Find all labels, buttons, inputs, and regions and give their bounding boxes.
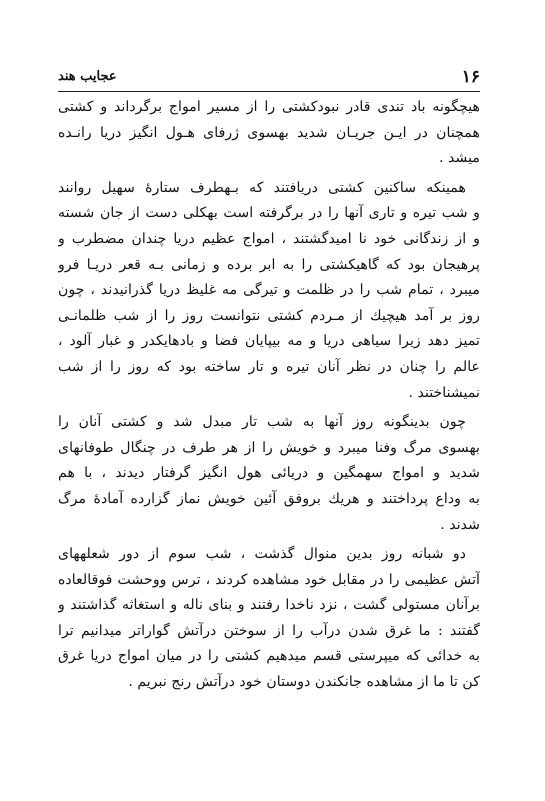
text-line: به خدائی که میپرستی قسم میدهیم کشتی را در میان امواج دریا غرق — [58, 648, 480, 665]
running-title: عجایب هند — [58, 69, 117, 84]
text-line: عالم را چنان در نظر آنان تیره و تار ساخته بود که روز را از شب — [58, 358, 480, 375]
text-line: به وداع پرداختند و هریك بروفق آئین خویش نماز گزارده آمادهٔ مرگ — [58, 490, 480, 507]
text-line: روز بر آمد هیچیك از مـردم کشتی نتوانست روز را از شب ظلمانـی — [58, 307, 480, 324]
paragraph-1 — [58, 95, 480, 172]
text-line: برآنان مستولی گشت ، نزد ناخدا رفتند و بنای ناله و استغاثه گذاشتند و — [58, 597, 480, 614]
text-line: گفتند : ما غرق شدن درآب را از سوختن درآتش گواراتر میدانیم ترا — [58, 622, 480, 639]
text-line: و از زندگانی خود نا امیدگشتند ، امواج عظیم دریا چندان مضطرب و — [58, 230, 480, 247]
text-line: و شب تیره و تاری آنها را در برگرفته است بهکلی دست از جان شسته — [58, 205, 480, 222]
text-line: میشد . — [438, 150, 480, 167]
text-line: هیچگونه باد تندی قادر نبودکشتی را از مسیر امواج برگرداند و کشتی — [58, 99, 480, 115]
text-line: بهسوی مرگ وفنا میبرد و خویش را از هر طرف در چنگال طوفانهای — [58, 439, 480, 456]
page-header — [58, 66, 480, 90]
text-line: همچنان در ایـن جریـان شدید بهسوی ژرفای هـول انگیز دریا رانـده — [58, 124, 480, 141]
text-line: شدید و امواج سهمگین و دریائی هول انگیز گرفتار دیدند ، با هم — [58, 465, 480, 482]
text-line: کن تا ما از مشاهده جانکندن دوستان خود درآتش رنج نبریم . — [128, 674, 480, 691]
text-line: تمیز دهد زیرا سیاهی دریا و مه بیپایان فضا و بادهایکدر و غبار آلود ، — [58, 333, 480, 350]
paragraph-2 — [58, 176, 480, 406]
page-number: ۱۶ — [461, 67, 480, 87]
text-line: شدند . — [440, 516, 480, 533]
body-text — [58, 95, 480, 696]
paragraph-4 — [58, 542, 480, 696]
text-line: میبرد ، تمام شب را در ظلمت و تیرگی مه غلیظ دریا گذرانیدند ، چون — [58, 282, 480, 299]
text-line: چون بدینگونه روز آنها به شب تار مبدل شد و کشتی آنان را — [58, 414, 466, 431]
text-line: پرهیجان بود که گاهیکشتی را به ابر برده و زمانی بـه قعر دریـا فرو — [58, 256, 480, 273]
text-line: همینکه ساکنین کشتی دریافتند که بـهطرف ستارهٔ سهیل روانند — [58, 179, 466, 196]
text-line: نمیشناختند . — [408, 384, 480, 401]
text-line: آتش عظیمی را در مقابل خود مشاهده کردند ، ترس ووحشت فوقالعاده — [58, 571, 480, 588]
text-line: دو شبانه روز بدین منوال گذشت ، شب سوم از دور شعلههای — [58, 546, 466, 563]
header-divider — [58, 91, 480, 92]
paragraph-3 — [58, 410, 480, 538]
